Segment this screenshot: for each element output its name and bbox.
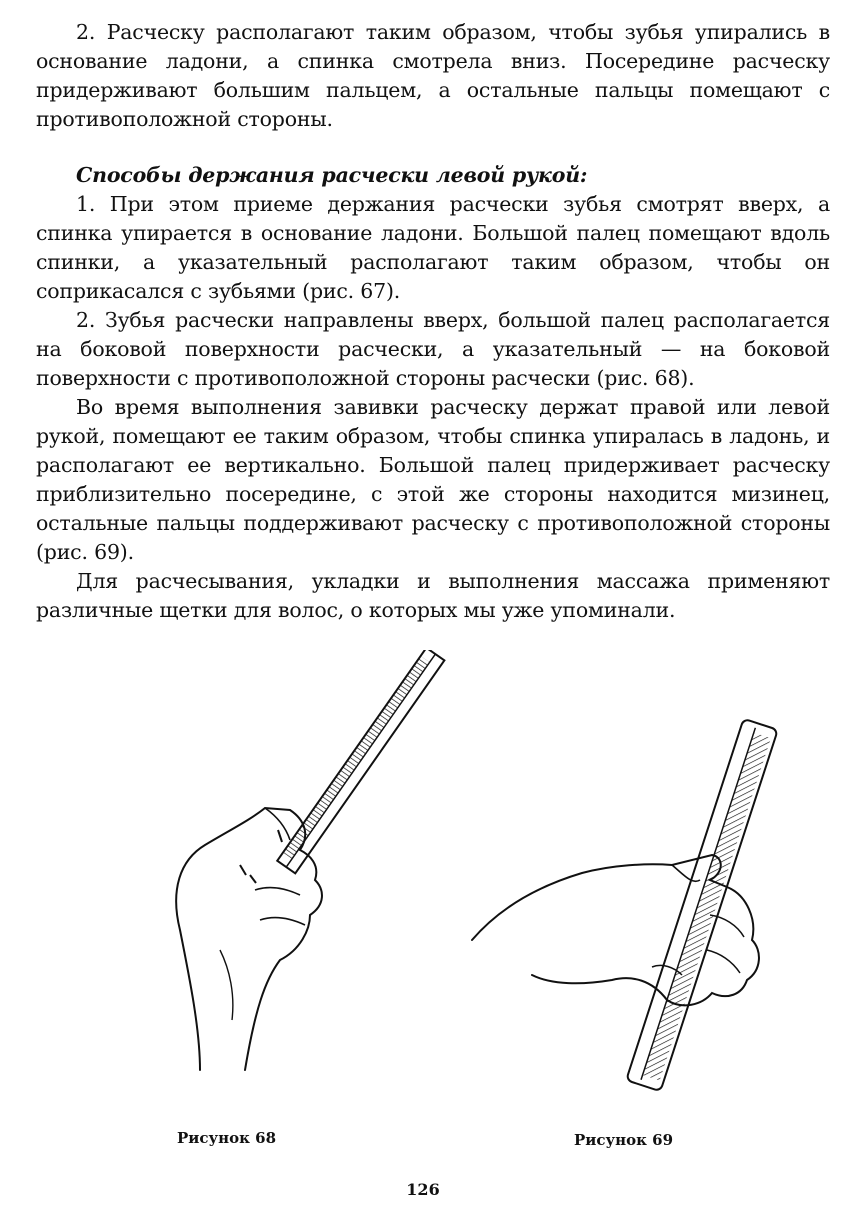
paragraph-method-2: 2. Зубья расчески направлены вверх, большой палец располагается на боковой поверхности расчески, а указательный — на боковой поверхности с противоположной стороны расчески (рис. 68). [36,308,830,390]
body-text [36,18,830,625]
paragraph-brushes: Для расчесывания, укладки и выполнения массажа применяют различные щетки для волос, о которых мы уже упоминали. [36,569,830,622]
paragraph-method-1: 1. При этом приеме держания расчески зубья смотрят вверх, а спинка упирается в основание ладони. Большой палец помещают вдоль спинки, а указательный располагают таким образом, чтобы он соприкасался с зубьями (рис. 67). [36,192,830,303]
figure-69-caption: Рисунок 69 [574,1131,674,1149]
page-number: 126 [406,1180,440,1199]
figure-68-caption: Рисунок 68 [177,1129,277,1147]
comb-shape-left [277,650,444,873]
figure-69-illustration [462,705,782,1100]
comb-shape-right [626,719,778,1092]
paragraph-curling: Во время выполнения завивки расческу держат правой или левой рукой, помещают ее таким образом, чтобы спинка упиралась в ладонь, и располагают ее вертикально. Большой палец придерживает расческу приблизительно посередине, с этой же стороны находится мизинец, остальные пальцы поддерживают расческу с противоположной стороны (рис. 69). [36,395,830,564]
figure-68-illustration [160,650,480,1090]
section-heading: Способы держания расчески левой рукой: [76,163,588,187]
paragraph-comb-position: 2. Расческу располагают таким образом, чтобы зубья упирались в основание ладони, а спинка смотрела вниз. Посередине расческу придерживают большим пальцем, а остальные пальцы помещают с противоположной стороны. [36,20,830,131]
